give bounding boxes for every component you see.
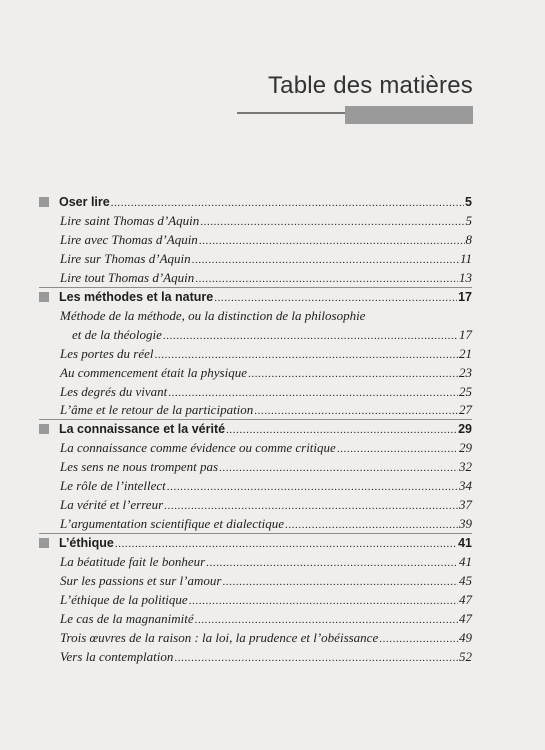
dot-leader [248, 365, 458, 383]
section-page-number: 52 [459, 648, 472, 664]
toc-section-entry[interactable] [60, 648, 472, 666]
section-line [60, 401, 472, 419]
toc-section-entry[interactable] [60, 439, 472, 457]
section-page-number: 39 [459, 516, 472, 532]
section-line [60, 250, 472, 268]
dot-leader [254, 402, 458, 420]
section-title: Le cas de la magnanimité [60, 610, 194, 626]
dot-leader [115, 535, 457, 553]
section-title: Vers la contemplation [60, 648, 174, 664]
section-line [60, 231, 472, 249]
section-page-number: 34 [459, 478, 472, 494]
section-page-number: 49 [459, 629, 472, 645]
dot-leader [200, 213, 464, 231]
section-line [60, 591, 472, 609]
section-page-number: 27 [459, 402, 472, 418]
section-page-number: 17 [459, 326, 472, 342]
dot-leader [174, 649, 458, 667]
dot-leader [222, 573, 458, 591]
toc-section-entry[interactable] [60, 477, 472, 495]
dot-leader [192, 251, 459, 269]
dot-leader [226, 421, 457, 439]
section-line [60, 553, 472, 571]
section-title: Trois œuvres de la raison : la loi, la prudence et l’obéissance [60, 629, 379, 645]
section-title: Le rôle de l’intellect [60, 478, 166, 494]
section-page-number: 8 [465, 231, 472, 247]
section-line [60, 458, 472, 476]
chapter-line [59, 534, 472, 552]
dot-leader [219, 459, 458, 477]
section-line [60, 515, 472, 533]
section-title: Les sens ne nous trompent pas [60, 459, 219, 475]
toc-section-entry[interactable] [60, 553, 472, 571]
toc-section-entry[interactable] [60, 383, 472, 401]
section-page-number: 47 [459, 610, 472, 626]
section-title: Méthode de la méthode, ou la distinction de la philosophie [60, 307, 366, 323]
page-title: Table des matières [267, 72, 473, 99]
section-page-number: 5 [465, 212, 472, 228]
toc-chapter-entry[interactable] [39, 288, 472, 306]
section-title: Lire avec Thomas d’Aquin [60, 231, 198, 247]
section-title: Lire tout Thomas d’Aquin [60, 269, 195, 285]
toc-section-entry[interactable] [60, 496, 472, 514]
section-page-number: 23 [459, 364, 472, 380]
chapter-line [59, 288, 472, 306]
toc-section-entry[interactable] [60, 572, 472, 590]
toc-section-entry[interactable] [60, 269, 472, 287]
section-line [60, 439, 472, 457]
chapter-title: Oser lire [59, 195, 110, 209]
section-title: L’âme et le retour de la participation [60, 402, 254, 418]
section-title: Lire sur Thomas d’Aquin [60, 250, 191, 266]
section-line [60, 477, 472, 495]
dot-leader [195, 611, 458, 629]
dot-leader [168, 384, 458, 402]
section-title: La vérité et l’erreur [60, 497, 164, 513]
section-line [60, 269, 472, 287]
section-title: Au commencement était la physique [60, 364, 247, 380]
section-line [60, 572, 472, 590]
toc-section-entry[interactable] [60, 401, 472, 419]
section-page-number: 45 [459, 573, 472, 588]
toc-section-entry[interactable] [60, 345, 472, 363]
section-page-number: 21 [459, 345, 472, 361]
toc-chapter-entry[interactable] [39, 420, 472, 438]
toc-section-entry[interactable] [60, 610, 472, 628]
chapter-line [59, 193, 472, 211]
dot-leader [206, 554, 458, 572]
section-page-number: 47 [459, 591, 472, 607]
toc-section-entry[interactable] [60, 364, 472, 382]
section-line [60, 345, 472, 363]
section-title: et de la théologie [72, 326, 162, 342]
section-line [60, 364, 472, 382]
title-rule-block [345, 106, 473, 124]
chapter-page-number: 5 [465, 195, 472, 209]
section-title: L’éthique de la politique [60, 591, 188, 607]
dot-leader [214, 289, 457, 307]
chapter-page-number: 41 [458, 536, 472, 551]
section-title: Sur les passions et sur l’amour [60, 573, 222, 588]
chapter-page-number: 17 [458, 289, 472, 304]
section-page-number: 25 [459, 383, 472, 399]
section-line [60, 629, 472, 647]
dot-leader [167, 478, 458, 496]
toc-section-entry[interactable] [60, 629, 472, 647]
chapter-title: L’éthique [59, 536, 114, 551]
title-rule [237, 106, 473, 124]
section-page-number: 41 [459, 554, 472, 570]
section-line [60, 307, 472, 325]
dot-leader [155, 346, 458, 364]
square-bullet-icon [39, 292, 49, 302]
dot-leader [195, 270, 458, 288]
section-line [60, 496, 472, 514]
section-page-number: 32 [459, 459, 472, 475]
section-page-number: 29 [459, 440, 472, 456]
section-page-number: 11 [459, 250, 472, 266]
dot-leader [379, 630, 458, 648]
toc-chapter-entry[interactable] [39, 534, 472, 552]
section-title: L’argumentation scientifique et dialectique [60, 516, 284, 532]
chapter-title: La connaissance et la vérité [59, 422, 226, 437]
section-line [72, 326, 472, 344]
section-title: La connaissance comme évidence ou comme critique [60, 440, 336, 456]
toc-section-entry[interactable] [60, 307, 472, 325]
dot-leader [337, 440, 458, 458]
dot-leader [199, 232, 465, 250]
chapter-line [59, 420, 472, 438]
section-title: Les portes du réel [60, 345, 154, 361]
toc-section-entry[interactable] [60, 458, 472, 476]
toc-section-entry[interactable] [60, 212, 472, 230]
chapter-title: Les méthodes et la nature [59, 289, 214, 304]
dot-leader [285, 516, 458, 534]
section-line [60, 383, 472, 401]
dot-leader [189, 592, 458, 610]
toc-section-entry-continuation[interactable] [60, 326, 472, 344]
square-bullet-icon [39, 538, 49, 548]
dot-leader [111, 194, 464, 212]
dot-leader [164, 497, 458, 515]
square-bullet-icon [39, 197, 49, 207]
section-page-number: 13 [459, 269, 472, 285]
toc-chapter-entry[interactable] [39, 193, 472, 211]
toc-section-entry[interactable] [60, 231, 472, 249]
section-title: La béatitude fait le bonheur [60, 554, 206, 570]
section-page-number: 37 [459, 497, 472, 513]
toc-section-entry[interactable] [60, 591, 472, 609]
toc-section-entry[interactable] [60, 250, 472, 268]
toc-section-entry[interactable] [60, 515, 472, 533]
section-line [60, 212, 472, 230]
section-title: Lire saint Thomas d’Aquin [60, 212, 200, 228]
section-line [60, 610, 472, 628]
chapter-page-number: 29 [458, 422, 472, 437]
dot-leader [163, 327, 458, 345]
section-line [60, 648, 472, 666]
square-bullet-icon [39, 424, 49, 434]
section-title: Les degrés du vivant [60, 383, 168, 399]
